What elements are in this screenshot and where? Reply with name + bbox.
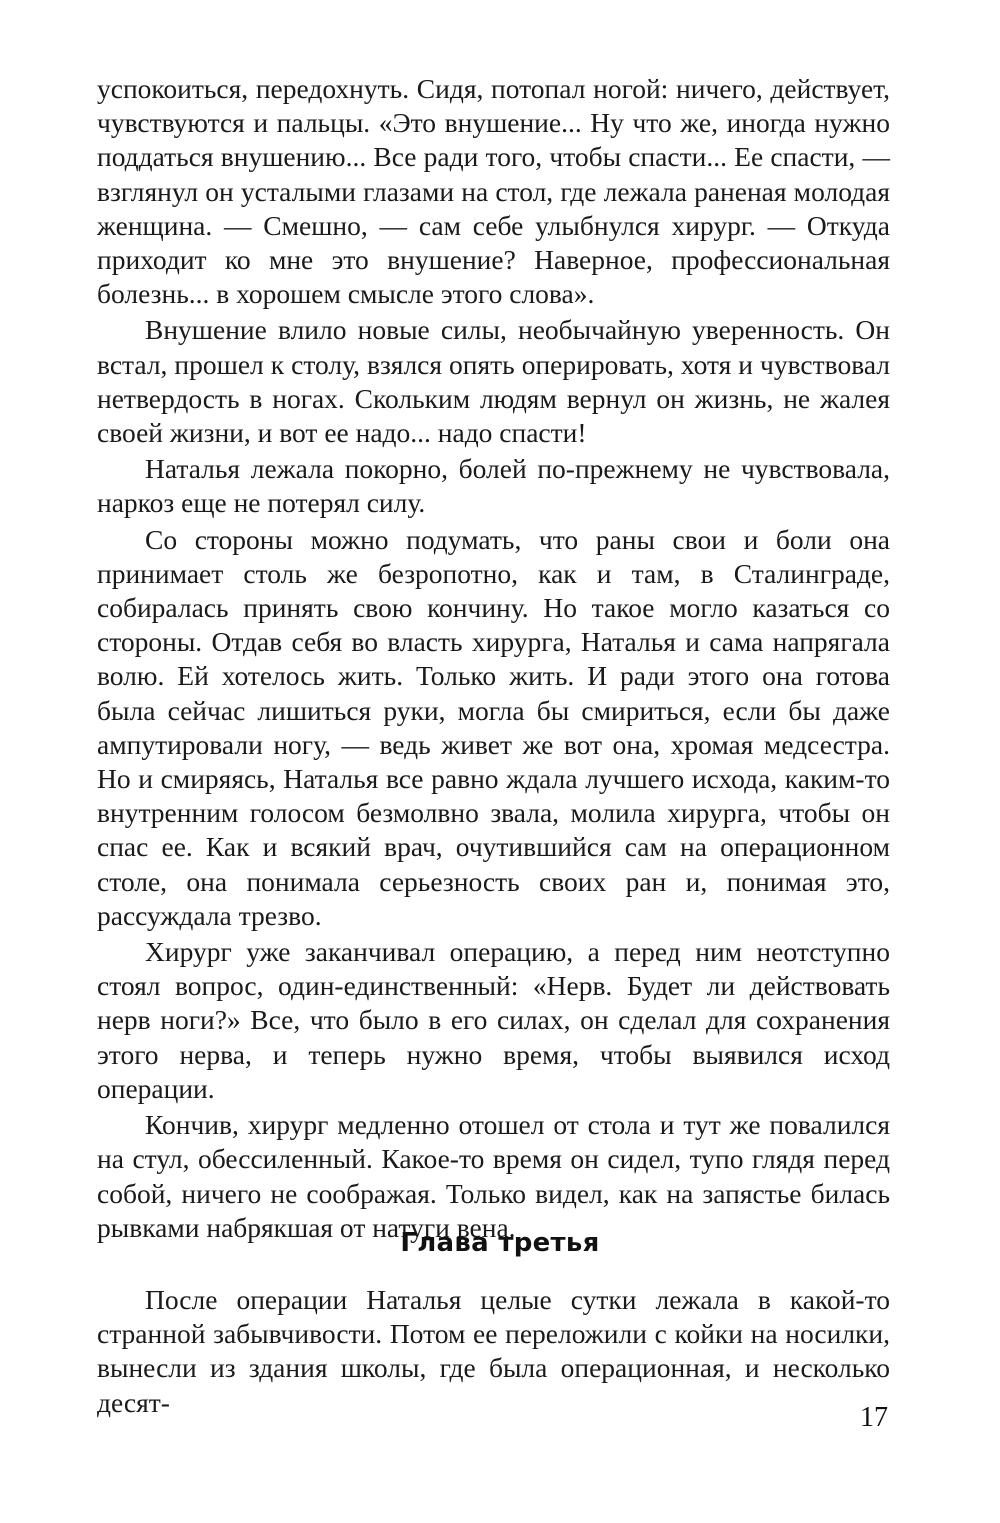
paragraph-6: Кончив, хирург медленно отошел от стола и тут же повалился на стул, обессиленный. Какое-то время он сидел, тупо глядя перед собой, ничего не соображая. Только видел, как на запястье билась рывками набрякшая от натуги вена. [97,1109,890,1243]
paragraph-2: Внушение влило новые силы, необычайную уверенность. Он встал, прошел к столу, взялся опять оперировать, хотя и чувствовал нетвердость в ногах. Скольким людям вернул он жизнь, не жалея своей жизни, и вот ее надо... надо спасти! [97,314,890,449]
page-body-top [97,72,890,1245]
paragraph-1: успокоиться, передохнуть. Сидя, потопал ногой: ничего, действует, чувствуются и пальцы. «Это внушение... Ну что же, иногда нужно поддаться внушению... Все ради того, чтобы спасти... Ее спасти, — взглянул он усталыми глазами на стол, где лежала раненая молодая женщина. — Смешно, — сам себе улыбнулся хирург. — Откуда приходит ко мне это внушение? Наверное, профессиональная болезнь... в хорошем смысле этого слова». [97,73,890,310]
page-number: 17 [860,1402,888,1433]
paragraph-7: После операции Наталья целые сутки лежала в какой-то странной забывчивости. Потом ее переложили с койки на носилки, вынесли из здания школы, где была операционная, и несколько десят- [97,1284,890,1418]
paragraph-3: Наталья лежала покорно, болей по-прежнему не чувствовала, наркоз еще не потерял силу. [97,453,890,519]
paragraph-5: Хирург уже заканчивал операцию, а перед ним неотступно стоял вопрос, один-единственный: «Нерв. Будет ли действовать нерв ноги?» Все, что было в его силах, он сделал для сохранения этого нерва, и теперь нужно время, чтобы выявился исход операции. [97,936,890,1104]
page-body-bottom [97,1283,890,1420]
chapter-title: Глава третья [400,1228,600,1258]
paragraph-4: Со стороны можно подумать, что раны свои и боли она принимает столь же безропотно, как и там, в Сталинграде, собиралась принять свою кончину. Но такое могло казаться со стороны. Отдав себя во власть хирурга, Наталья и сама напрягала волю. Ей хотелось жить. Только жить. И ради этого она готова была сейчас лишиться руки, могла бы смириться, если бы даже ампутировали ногу, — ведь живет же вот она, хромая медсестра. Но и смиряясь, Наталья все равно ждала лучшего исхода, каким-то внутренним голосом безмолвно звала, молила хирурга, чтобы он спас ее. Как и всякий врач, очутившийся сам на операционном столе, она понимала серьезность своих ран и, понимая это, рассуждала трезво. [97,523,890,931]
